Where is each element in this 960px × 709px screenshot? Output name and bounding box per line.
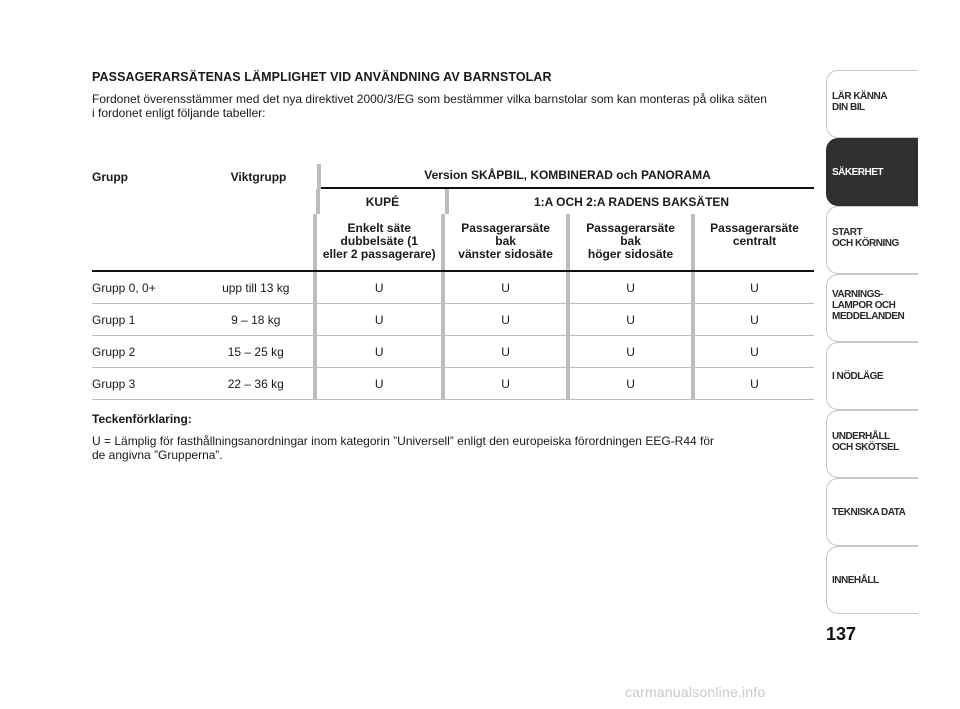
tab-nodlage[interactable]: I NÖDLÄGE [826,342,918,410]
header-seat-rear-right: Passagerarsäte bak höger sidosäte [586,221,675,261]
table-header-row [92,164,814,189]
page-number: 137 [826,624,857,644]
header-seat-center: Passagerarsäte centralt [710,221,799,248]
cell-weight: 22 – 36 kg [227,376,284,391]
cell-value: U [374,344,384,359]
tab-tekniska-data[interactable]: TEKNISKA DATA [826,478,918,546]
intro-paragraph: Fordonet överensstämmer med det nya direktivet 2000/3/EG som bestämmer vilka barnstolar som kan monteras på olika säten i fordonet enligt följande tabeller: [92,92,767,120]
cell-group: Grupp 1 [92,312,136,327]
header-kupe: KUPÉ [365,194,400,209]
child-seat-table [92,164,814,400]
tab-sakerhet[interactable]: SÄKERHET [826,138,918,206]
legend-title: Teckenförklaring: [92,412,192,426]
table-row [92,270,814,304]
table-row [92,336,814,368]
cell-group: Grupp 0, 0+ [92,280,156,295]
tab-start[interactable]: START OCH KÖRNING [826,206,918,274]
cell-value: U [750,344,759,359]
cell-group: Grupp 2 [92,344,136,359]
legend-text: U = Lämplig för fasthållningsanordningar inom kategorin ”Universell” enligt den europeiska förordningen EEG-R44 för de angivna ”Grupperna”. [92,434,715,462]
tab-varningslampor[interactable]: VARNINGS- LAMPOR OCH MEDDELANDEN [826,274,918,342]
header-weight: Viktgrupp [230,169,287,184]
table-row [92,304,814,336]
section-heading: PASSAGERARSÄTENAS LÄMPLIGHET VID ANVÄNDNING AV BARNSTOLAR [92,70,552,84]
cell-value: U [626,344,635,359]
tab-lar-kanna[interactable]: LÄR KÄNNA DIN BIL [826,70,918,138]
cell-value: U [626,312,635,327]
cell-value: U [750,312,759,327]
header-group: Grupp [92,169,128,184]
cell-value: U [626,280,635,295]
header-rear-rows: 1:A OCH 2:A RADENS BAKSÄTEN [533,194,730,209]
cell-value: U [626,376,635,391]
cell-value: U [750,376,759,391]
cell-value: U [374,312,384,327]
cell-value: U [374,280,384,295]
table-seat-header-row [92,214,814,270]
header-seat-front: Enkelt säte dubbelsäte (1 eller 2 passagerare) [322,221,436,261]
tab-underhall[interactable]: UNDERHÅLL OCH SKÖTSEL [826,410,918,478]
watermark: carmanualsonline.info [625,684,766,700]
tab-innehall[interactable]: INNEHÅLL [826,546,918,614]
table-row [92,368,814,400]
cell-value: U [750,280,759,295]
cell-weight: 9 – 18 kg [231,312,281,327]
cell-value: U [501,344,510,359]
header-seat-rear-left: Passagerarsäte bak vänster sidosäte [458,221,553,261]
header-version: Version SKÅPBIL, KOMBINERAD och PANORAMA [321,164,814,189]
cell-value: U [374,376,384,391]
cell-weight: 15 – 25 kg [227,344,284,359]
cell-value: U [501,376,510,391]
cell-value: U [501,280,510,295]
cell-group: Grupp 3 [92,376,136,391]
table-subheader-row [92,189,814,214]
cell-value: U [501,312,510,327]
chapter-tabs [826,70,918,614]
content-area [92,70,816,120]
cell-weight: upp till 13 kg [222,280,290,295]
